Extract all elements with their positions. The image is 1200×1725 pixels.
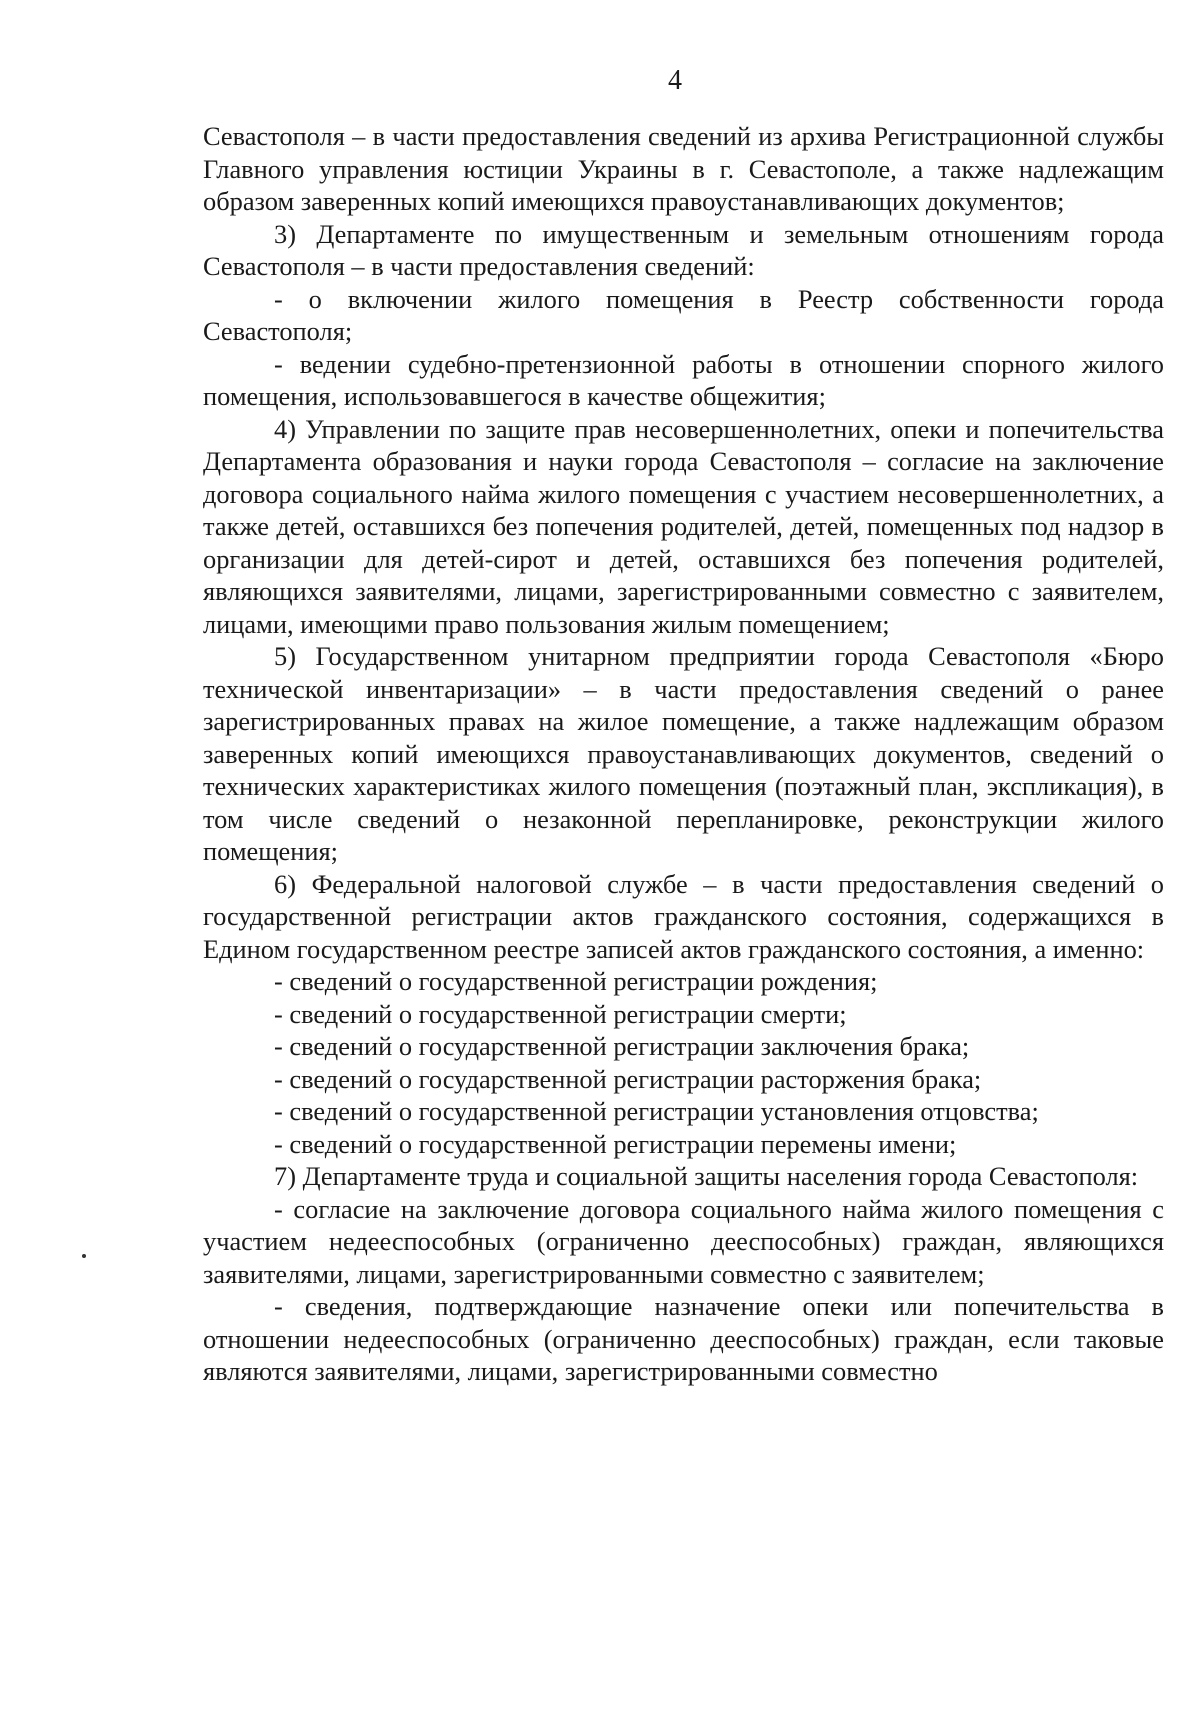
- paragraph-item-6-sub-6: - сведений о государственной регистрации перемены имени;: [274, 1128, 957, 1159]
- paragraph-item-7: 7) Департаменте труда и социальной защиты населения города Севастополя:: [274, 1161, 1139, 1191]
- paragraph-item-5: 5) Государственном унитарном предприятии города Севастополя «Бюро технической инвентаризации» – в части предоставления сведений о ранее зарегистрированных правах на жилое помещение, а также надлежащим образом заверенных копий имеющихся правоустанавливающих документов, сведений о технических характеристиках жилого помещения (поэтажный план, экспликация), в том числе сведений о незаконной перепланировке, реконструкции жилого помещения;: [203, 641, 1164, 866]
- paragraph-item-7-sub-2: - сведения, подтверждающие назначение опеки или попечительства в отношении недееспособных (ограниченно дееспособных) граждан, если таковые являются заявителями, лицами, зарегистрированными совместно: [203, 1291, 1164, 1386]
- paragraph-item-3: 3) Департаменте по имущественным и земельным отношениям города Севастополя – в части предоставления сведений:: [203, 218, 1164, 281]
- paragraph-item-3-sub-1: - о включении жилого помещения в Реестр собственности города Севастополя;: [203, 283, 1164, 346]
- paragraph-item-6-sub-3: - сведений о государственной регистрации заключения брака;: [274, 1031, 970, 1061]
- paragraph-item-4: 4) Управлении по защите прав несовершеннолетних, опеки и попечительства Департамента образования и науки города Севастополя – согласие на заключение договора социального найма жилого помещения с участием несовершеннолетних, а также детей, оставшихся без попечения родителей, детей, помещенных под надзор в организации для детей-сирот и детей, оставшихся без попечения родителей, являющихся заявителями, лицами, зарегистрированными совместно с заявителем, лицами, имеющими право пользования жилым помещением;: [203, 413, 1164, 639]
- scan-speck: [82, 1254, 86, 1258]
- paragraph-item-6: 6) Федеральной налоговой службе – в части предоставления сведений о государственной регистрации актов гражданского состояния, содержащихся в Едином государственном реестре записей актов гражданского состояния, а именно:: [203, 868, 1164, 964]
- paragraph-item-6-sub-4: - сведений о государственной регистрации расторжения брака;: [274, 1063, 982, 1094]
- paragraph-item-7-sub-1: - согласие на заключение договора социального найма жилого помещения с участием недееспособных (ограниченно дееспособных) граждан, являющихся заявителями, лицами, зарегистрированными совместно с заявителем;: [203, 1193, 1164, 1289]
- paragraph-item-6-sub-5: - сведений о государственной регистрации установления отцовства;: [274, 1096, 1039, 1126]
- paragraph-item-6-sub-2: - сведений о государственной регистрации смерти;: [274, 998, 847, 1029]
- document-body: [203, 120, 1164, 1388]
- page-number: 4: [668, 65, 682, 96]
- paragraph-continuation: Севастополя – в части предоставления сведений из архива Регистрационной службы Главного управления юстиции Украины в г. Севастополе, а также надлежащим образом заверенных копий имеющихся правоустанавливающих документов;: [203, 121, 1164, 216]
- paragraph-item-3-sub-2: - ведении судебно-претензионной работы в отношении спорного жилого помещения, использовавшегося в качестве общежития;: [203, 348, 1164, 411]
- paragraph-item-6-sub-1: - сведений о государственной регистрации рождения;: [274, 966, 878, 996]
